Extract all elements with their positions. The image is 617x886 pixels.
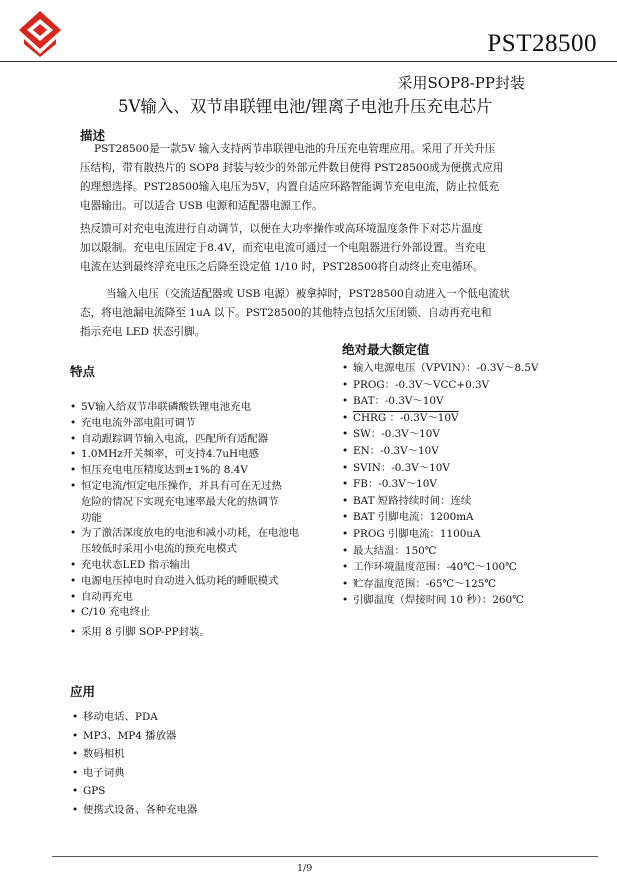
rating-item: • 贮存温度范围：-65℃～125℃: [342, 576, 538, 593]
features-list: [70, 400, 299, 641]
feature-item: • 电源电压掉电时自动进入低功耗的睡眠模式: [70, 574, 299, 590]
part-number: PST28500: [487, 30, 597, 57]
applications-heading: 应用: [70, 684, 96, 699]
feature-item: • 为了激活深度放电的电池和减小功耗，在电池电: [70, 526, 299, 542]
text-line: 当输入电压（交流适配器或 USB 电源）被拿掉时，PST28500自动进入一个低电流状: [106, 288, 510, 300]
feature-item: • 恒压充电电压精度达到±1%的 8.4V: [70, 463, 299, 479]
rating-item: • PROG：-0.3V～VCC+0.3V: [342, 377, 538, 394]
feature-item: • 1.0MHz开关频率，可支持4.7uH电感: [70, 447, 299, 463]
rating-item: • BAT：-0.3V～10V: [342, 393, 538, 410]
footer-divider: [52, 856, 598, 857]
rating-item: • 最大结温：150℃: [342, 543, 538, 560]
application-item: • 移动电话、PDA: [72, 708, 197, 727]
application-item: • 便携式设备、各种充电器: [72, 801, 197, 820]
feature-item-continued: 功能: [81, 511, 102, 524]
applications-list: [72, 708, 197, 820]
rating-item: [342, 410, 538, 427]
feature-item-continued: 压较低时采用小电流的预充电模式: [81, 543, 237, 556]
package-line: 采用SOP8-PP封装: [397, 74, 525, 92]
rating-item: • BAT 短路持续时间：连续: [342, 493, 538, 510]
description-paragraph-3: [80, 285, 550, 342]
document-title: 5V输入、双节串联锂电池/锂离子电池升压充电芯片: [118, 97, 493, 116]
description-paragraph-1: [80, 140, 550, 216]
text-line: 电器输出。可以适合 USB 电源和适配器电源工作。: [80, 200, 323, 212]
feature-item: • 充电状态LED 指示输出: [70, 558, 299, 574]
rating-item: • SW：-0.3V～10V: [342, 426, 538, 443]
rating-item: • FB：-0.3V～10V: [342, 476, 538, 493]
application-item: • MP3、MP4 播放器: [72, 727, 197, 746]
application-item: • GPS: [72, 782, 197, 801]
rating-item: • 输入电源电压（VPVIN）：-0.3V～8.5V: [342, 360, 538, 377]
page-number: 1/9: [297, 863, 313, 874]
text-line: 的理想选择。PST28500输入电压为5V，内置自适应环路智能调节充电电流，防止拉低充: [80, 181, 500, 193]
rating-item: • 工作环境温度范围：-40℃～100℃: [342, 559, 538, 576]
feature-item: • 自动再充电: [70, 590, 299, 606]
text-line: 电流在达到最终浮充电压之后降至设定值 1/10 时，PST28500将自动终止充电循环。: [80, 261, 484, 273]
feature-item: • 恒定电流/恒定电压操作，并具有可在无过热: [70, 479, 299, 495]
text-line: PST28500是一款5V 输入支持两节串联锂电池的升压充电管理应用。采用了开关升压: [94, 143, 496, 155]
text-line: 压结构，带有散热片的 SOP8 封装与较少的外部元件数目使得 PST28500成为便携式应用: [80, 162, 504, 174]
rating-item: • SVIN：-0.3V～10V: [342, 460, 538, 477]
text-line: 态，将电池漏电流降至 1uA 以下。PST28500的其他特点包括欠压闭锁、自动再充电和: [80, 307, 492, 319]
rating-item: • PROG 引脚电流：1100uA: [342, 526, 538, 543]
text-line: 加以限制。充电电压固定于8.4V，而充电电流可通过一个电阻器进行外部设置。当充电: [80, 242, 486, 254]
feature-item: • 5V输入给双节串联磷酸铁锂电池充电: [70, 400, 299, 416]
description-paragraph-2: [80, 220, 550, 277]
application-item: • 数码相机: [72, 745, 197, 764]
ratings-list: [342, 360, 538, 609]
rating-item: • BAT 引脚电流：1200mA: [342, 509, 538, 526]
application-item: • 电子词典: [72, 764, 197, 783]
text-line: 热反馈可对充电电流进行自动调节，以便在大功率操作或高环境温度条件下对芯片温度: [80, 223, 483, 235]
feature-item: • 充电电流外部电阻可调节: [70, 416, 299, 432]
features-heading: 特点: [70, 364, 96, 379]
feature-item-continued: 危险的情况下实现充电速率最大化的热调节: [81, 495, 279, 508]
feature-item: • C/10 充电终止: [70, 605, 299, 621]
header-divider: [0, 61, 617, 62]
rating-item-chrg: CHRG ：-0.3V～10V: [353, 411, 459, 424]
rating-item: • 引脚温度（焊接时间 10 秒）：260℃: [342, 592, 538, 609]
rating-item: • EN：-0.3V～10V: [342, 443, 538, 460]
description-heading: 描述: [80, 128, 106, 143]
company-logo-icon: [18, 10, 62, 58]
text-line: 指示充电 LED 状态引脚。: [80, 326, 206, 338]
feature-item: • 自动跟踪调节输入电流，匹配所有适配器: [70, 432, 299, 448]
feature-item: • 采用 8 引脚 SOP-PP封装。: [70, 625, 299, 641]
ratings-heading: 绝对最大额定值: [342, 342, 430, 357]
